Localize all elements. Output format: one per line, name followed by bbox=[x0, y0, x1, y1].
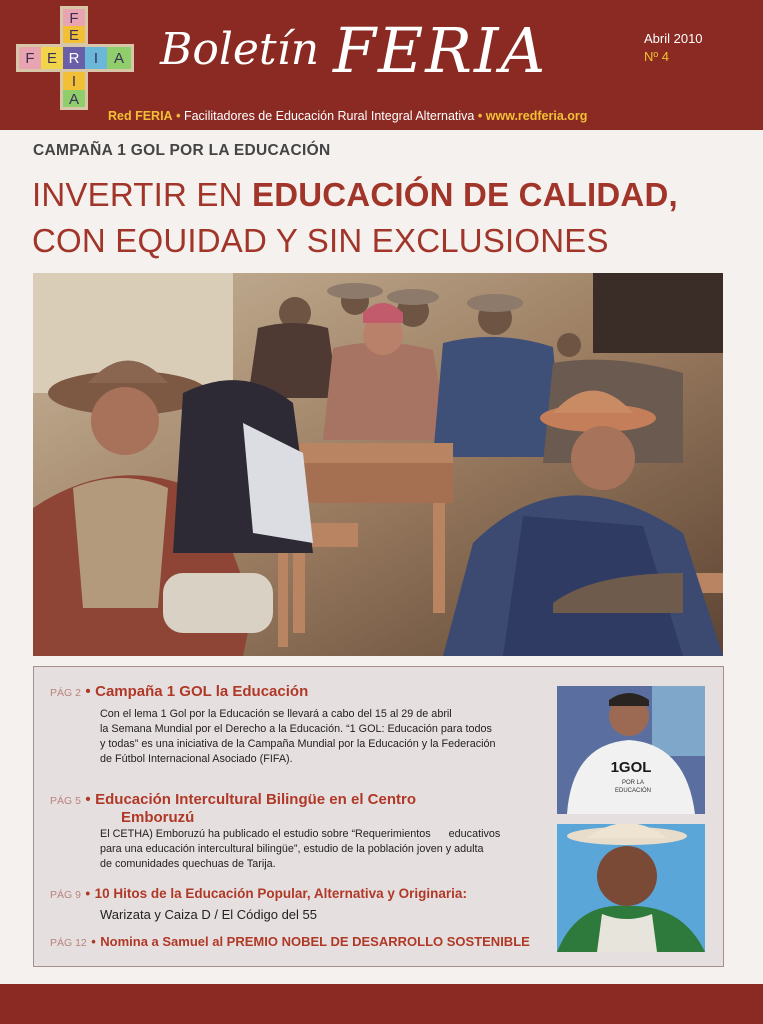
headline-1b: EDUCACIÓN DE CALIDAD, bbox=[252, 176, 678, 213]
item-subtitle: Warizata y Caiza D / El Código del 55 bbox=[100, 907, 318, 922]
org-desc: Facilitadores de Educación Rural Integral Alternativa bbox=[183, 109, 475, 123]
body-line: para una educación intercultural bilingüe”, estudio de la población joven y adulta bbox=[100, 843, 484, 855]
body-line: El CETHA) Emboruzú ha publicado el estudio sobre “Requerimientos educativos bbox=[100, 828, 501, 840]
logo-letter-h4: I bbox=[93, 50, 99, 67]
thumb-photo-campaign bbox=[557, 686, 705, 814]
contents-item-2[interactable] bbox=[50, 791, 500, 872]
logo-letter-v4: I bbox=[71, 73, 77, 90]
item-title: Nomina a Samuel al PREMIO NOBEL DE DESARROLLO SOSTENIBLE bbox=[100, 934, 530, 949]
body-line: la Semana Mundial por el Derecho a la Educación. “1 GOL: Educación para todos bbox=[100, 723, 492, 735]
page-ref: PÁG 9 bbox=[50, 889, 81, 901]
body-line: y todas” es una iniciativa de la Campaña Mundial por la Educación y la Federación bbox=[100, 738, 496, 750]
contents-item-4[interactable] bbox=[50, 933, 530, 951]
body-line: de comunidades quechuas de Tarija. bbox=[100, 858, 276, 870]
page-ref: PÁG 5 bbox=[50, 795, 81, 807]
bullet-icon: • bbox=[85, 683, 91, 700]
logo-letter-h5: A bbox=[113, 50, 125, 67]
bullet-icon: • bbox=[176, 109, 181, 123]
item-title: Educación Intercultural Bilingüe en el Centro bbox=[95, 791, 416, 808]
cover-photo bbox=[33, 273, 723, 656]
masthead bbox=[0, 0, 763, 130]
brand-name: FERIA bbox=[333, 14, 548, 87]
feria-cross-logo bbox=[16, 6, 134, 110]
headline-line-2: CON EQUIDAD Y SIN EXCLUSIONES bbox=[32, 222, 609, 259]
logo-letter-h1: F bbox=[25, 50, 35, 67]
cover-headline bbox=[32, 172, 678, 264]
bullet-icon: • bbox=[477, 109, 483, 123]
issue-info bbox=[644, 30, 703, 66]
logo-letter-h2: E bbox=[46, 50, 58, 67]
headline-1a: INVERTIR EN bbox=[32, 176, 252, 213]
body-line: Con el lema 1 Gol por la Educación se llevará a cabo del 15 al 29 de abril bbox=[100, 708, 452, 720]
item-body bbox=[100, 707, 496, 767]
contents-box bbox=[33, 666, 724, 967]
org-name: Red FERIA bbox=[108, 109, 173, 123]
page-ref: PÁG 12 bbox=[50, 937, 87, 949]
item-title: 10 Hitos de la Educación Popular, Alternativa y Originaria: bbox=[94, 886, 467, 901]
item-body bbox=[100, 827, 500, 872]
shirt-text-big: 1GOL bbox=[610, 759, 652, 776]
tagline bbox=[108, 109, 587, 123]
logo-letter-v1: F bbox=[69, 10, 79, 27]
bullet-icon: • bbox=[91, 934, 96, 949]
logo-letter-v5: A bbox=[68, 91, 80, 108]
thumb-photo-portrait bbox=[557, 824, 705, 952]
cover-kicker: CAMPAÑA 1 GOL POR LA EDUCACIÓN bbox=[33, 142, 331, 159]
brand-title bbox=[160, 14, 547, 87]
footer-bar bbox=[0, 984, 763, 1024]
body-line: de Fútbol Internacional Asociado (FIFA). bbox=[100, 753, 293, 765]
item-title-cont: Emboruzú bbox=[121, 809, 195, 826]
issue-number: Nº 4 bbox=[644, 49, 669, 64]
brand-prefix: Boletín bbox=[160, 24, 320, 75]
shirt-text-small-2: EDUCACIÓN bbox=[614, 788, 652, 794]
item-title: Campaña 1 GOL la Educación bbox=[95, 683, 309, 700]
contents-item-3[interactable] bbox=[50, 885, 467, 922]
org-url[interactable]: www.redferia.org bbox=[485, 109, 588, 123]
logo-letter-v2: E bbox=[68, 27, 80, 44]
issue-date: Abril 2010 bbox=[644, 31, 703, 46]
shirt-text-small-1: POR LA bbox=[621, 780, 645, 786]
bullet-icon: • bbox=[85, 791, 91, 808]
headline-line-1 bbox=[32, 172, 678, 218]
contents-item-1[interactable] bbox=[50, 683, 496, 767]
bullet-icon: • bbox=[85, 886, 91, 901]
page-ref: PÁG 2 bbox=[50, 687, 81, 699]
logo-letter-h3: R bbox=[68, 50, 80, 67]
